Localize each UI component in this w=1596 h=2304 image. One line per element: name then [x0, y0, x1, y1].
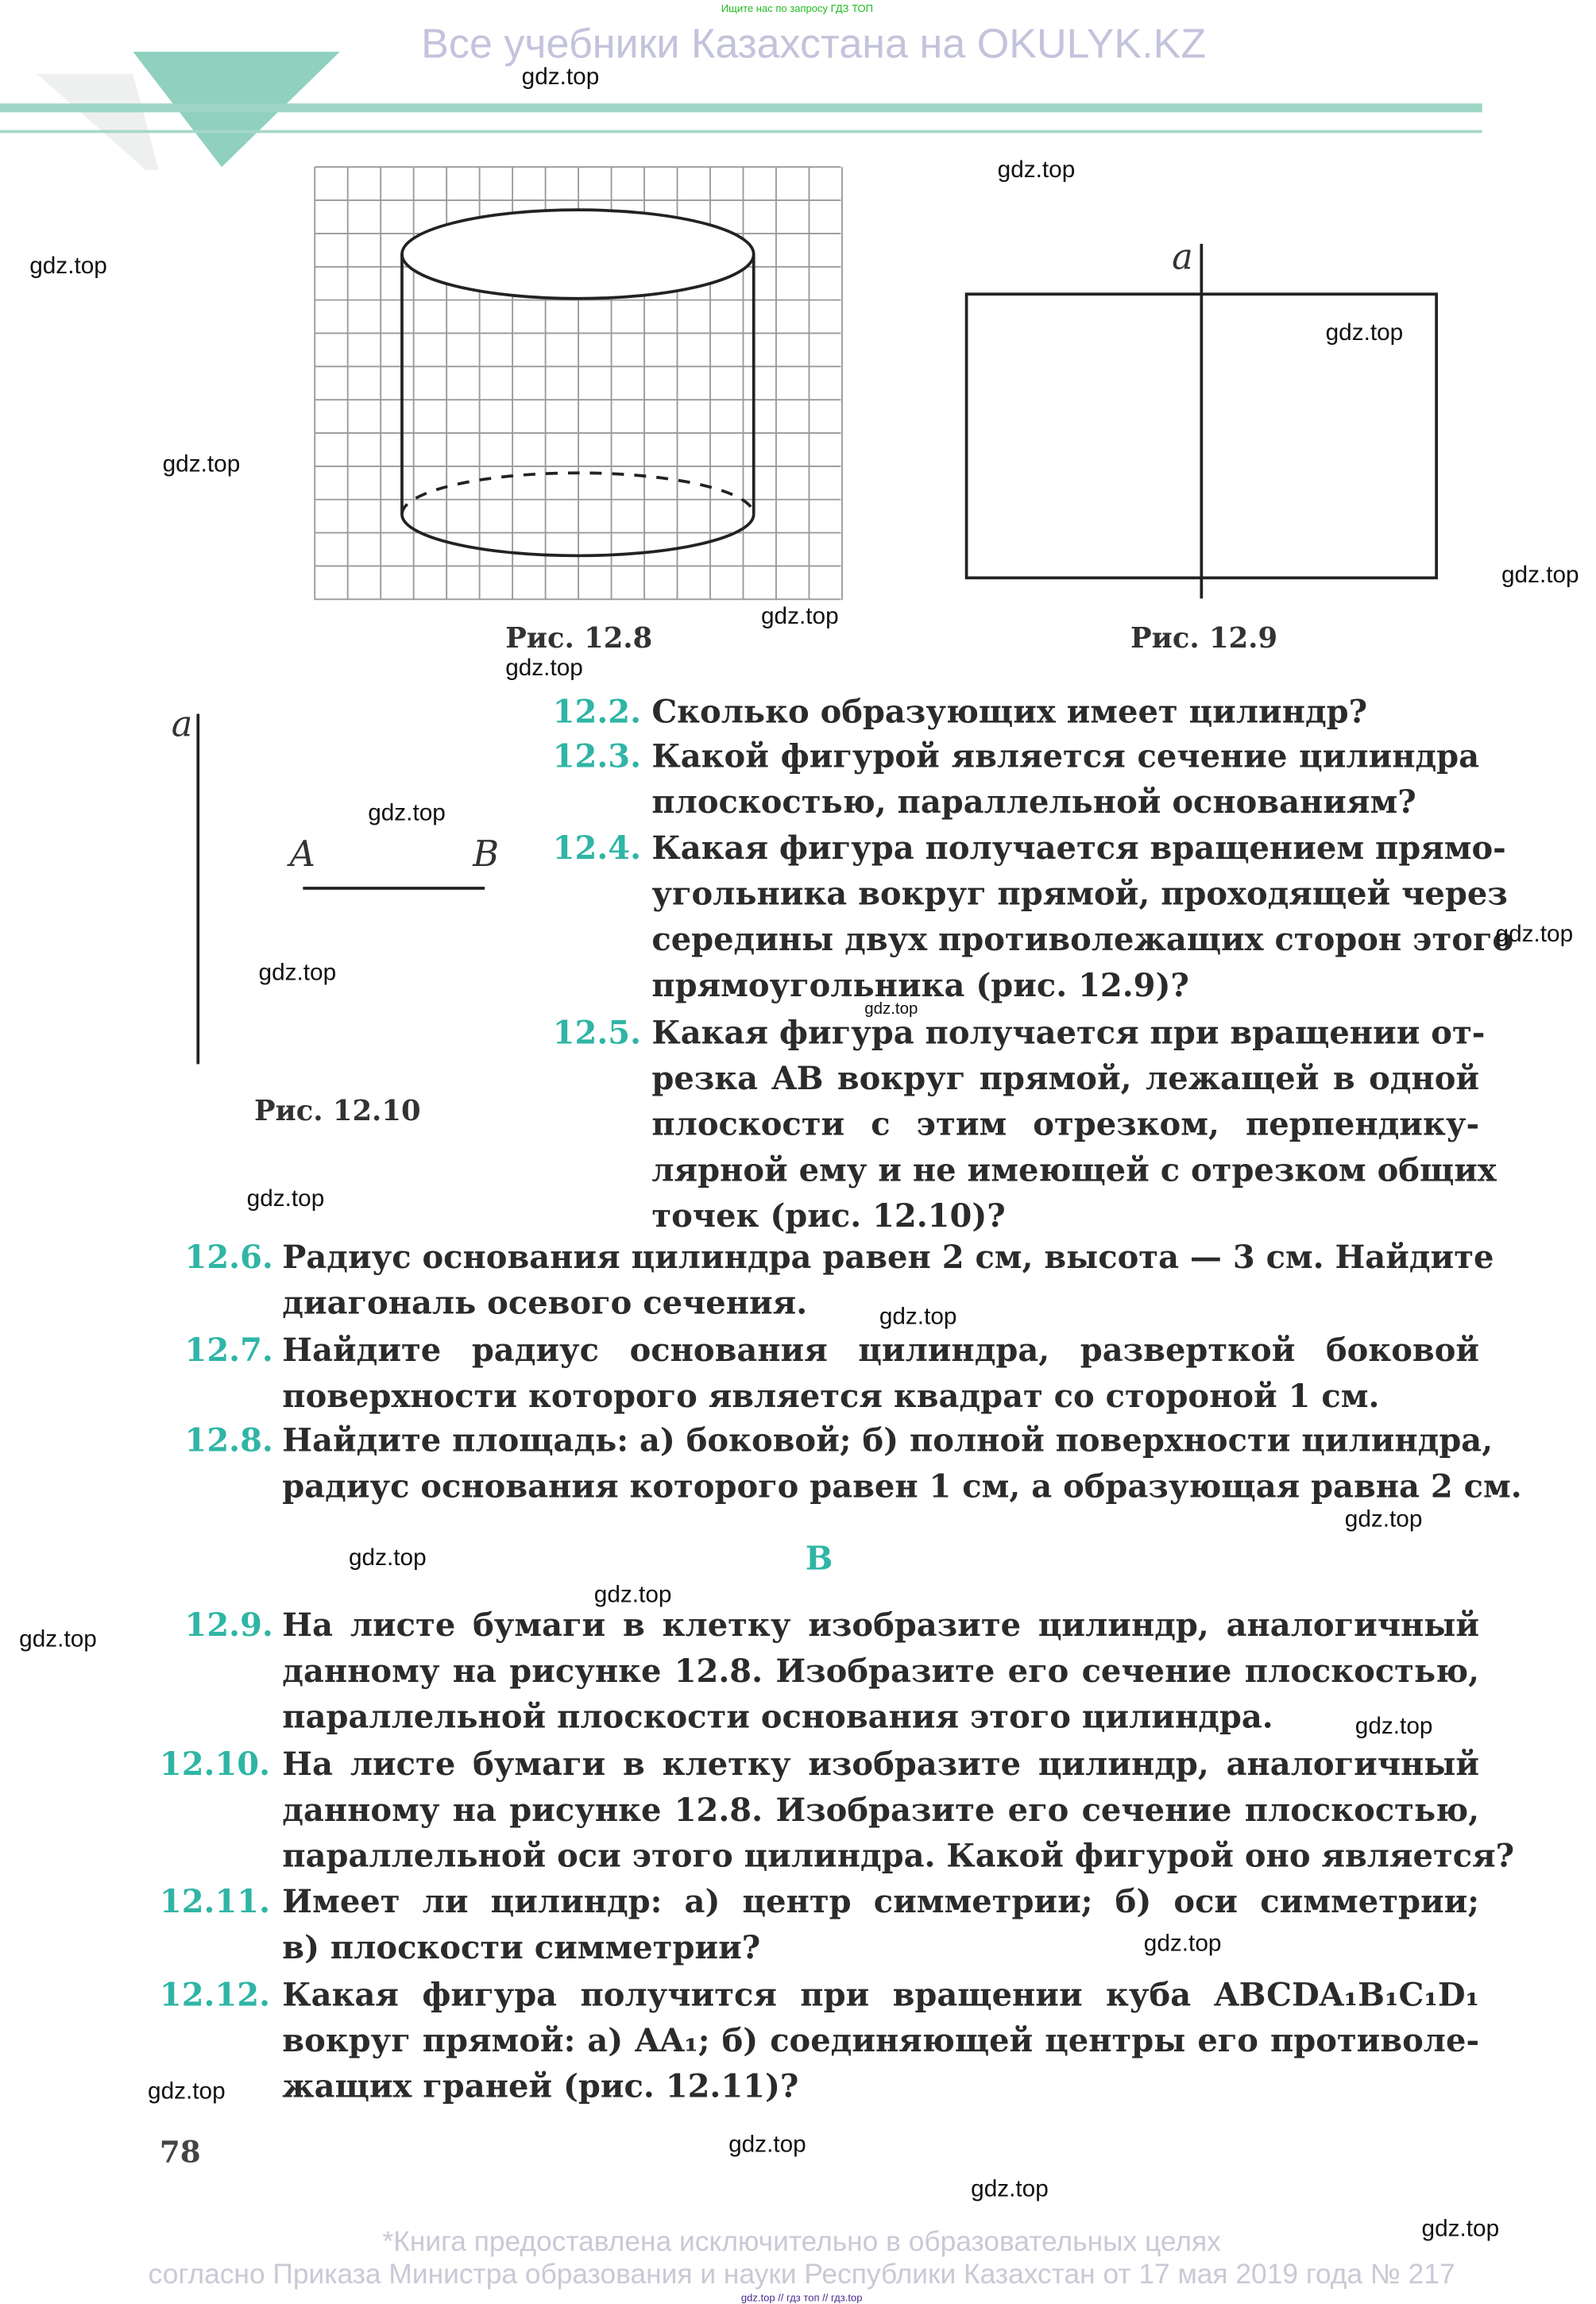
fig-12-10-point-b: B — [473, 833, 500, 876]
fig-12-10-caption: Рис. 12.10 — [253, 1095, 421, 1128]
problem-line: Сколько образующих имеет цилиндр? — [651, 694, 1368, 732]
problem-item — [553, 690, 1479, 736]
problem-line: Найдите площадь: а) боковой; б) полной поверхности цилиндра, — [282, 1423, 1494, 1460]
watermark: gdz.top — [728, 2132, 806, 2158]
fig-12-9 — [967, 244, 1437, 598]
problem-line: плоскостью, параллельной основаниям? — [651, 784, 1416, 822]
problem-line: жащих граней (рис. 12.11)? — [282, 2069, 799, 2106]
watermark: gdz.top — [593, 1583, 672, 1608]
problem-item — [160, 1880, 1479, 1971]
problem-number: 12.3. — [552, 739, 642, 776]
watermark: gdz.top — [521, 64, 600, 91]
problem-line: угольника вокруг прямой, проходящей через — [651, 876, 1508, 914]
problem-number: 12.12. — [159, 1977, 271, 2015]
watermark: gdz.top — [971, 2177, 1049, 2202]
problem-number: 12.4. — [552, 830, 642, 868]
problem-number: 12.6. — [184, 1239, 273, 1278]
watermark: gdz.top — [258, 961, 337, 986]
problem-line: данному на рисунке 12.8. Изобразите его сечение плоскостью, — [282, 1653, 1480, 1691]
problem-number: 12.9. — [184, 1607, 273, 1645]
problem-line: параллельной оси этого цилиндра. Какой фигурой оно является? — [282, 1838, 1515, 1876]
watermark: gdz.top — [246, 1186, 325, 1212]
problem-number: 12.5. — [552, 1015, 642, 1053]
watermark: gdz.top — [148, 2079, 226, 2105]
problem-item — [184, 1235, 1494, 1327]
problem-line: Какая фигура получается при вращении от- — [651, 1015, 1486, 1053]
watermark: gdz.top — [29, 253, 107, 280]
problem-item — [160, 1973, 1479, 2110]
problem-line: На листе бумаги в клетку изобразите цилиндр, аналогичный — [282, 1607, 1480, 1645]
fig-12-9-caption: Рис. 12.9 — [1130, 622, 1278, 655]
problem-line: в) плоскости симметрии? — [282, 1930, 761, 1967]
problem-item — [159, 1742, 1515, 1880]
problem-line: лярной ему и не имеющей с отрезком общих — [651, 1152, 1497, 1190]
problem-number: 12.8. — [184, 1423, 273, 1460]
watermark: gdz.top — [761, 604, 839, 630]
watermark: gdz.top — [19, 1627, 97, 1653]
watermark: gdz.top — [505, 655, 583, 682]
problem-line: На листе бумаги в клетку изобразите цилиндр, аналогичный — [282, 1746, 1480, 1784]
fig-12-9-axis-label: a — [1172, 236, 1193, 278]
page-number: 78 — [159, 2134, 201, 2170]
problem-item — [552, 826, 1514, 1010]
fig-12-10-point-a: A — [289, 833, 315, 876]
problem-number: 12.10. — [159, 1746, 271, 1784]
problem-item — [553, 735, 1479, 826]
problem-line: поверхности которого является квадрат со стороной 1 см. — [282, 1378, 1380, 1417]
problem-line: прямоугольника (рис. 12.9)? — [651, 968, 1189, 1005]
watermark: gdz.top — [162, 452, 241, 477]
fig-12-10 — [198, 713, 485, 1064]
watermark: gdz.top — [997, 158, 1076, 184]
problem-line: Какой фигурой является сечение цилиндра — [651, 739, 1480, 776]
problem-line: точек (рис. 12.10)? — [651, 1198, 1006, 1236]
site-title: Все учебники Казахстана на OKULYK.KZ — [421, 21, 1207, 67]
watermark: gdz.top — [1501, 562, 1579, 589]
watermark: gdz.top — [879, 1305, 957, 1331]
watermark: gdz.top — [1354, 1714, 1433, 1740]
footer-links[interactable]: gdz.top // гдз топ // гдз.top — [740, 2294, 863, 2304]
problem-number: 12.11. — [159, 1884, 271, 1922]
problem-line: Имеет ли цилиндр: а) центр симметрии; б) оси симметрии; — [282, 1884, 1480, 1922]
watermark: gdz.top — [864, 1000, 918, 1019]
fig-12-10-axis-label: a — [171, 703, 193, 745]
problem-number: 12.2. — [552, 694, 642, 732]
problem-line: Какая фигура получается вращением прямо- — [651, 830, 1506, 868]
watermark: gdz.top — [1344, 1507, 1423, 1533]
problem-line: резка AB вокруг прямой, лежащей в одной — [651, 1061, 1480, 1099]
watermark: gdz.top — [1421, 2217, 1500, 2242]
section-label: В — [805, 1540, 833, 1579]
watermark: gdz.top — [1143, 1931, 1222, 1957]
fig-12-8-caption: Рис. 12.8 — [505, 622, 653, 655]
problem-line: плоскости с этим отрезком, перпендику- — [651, 1107, 1480, 1144]
watermark: gdz.top — [1325, 320, 1404, 346]
problem-line: вокруг прямой: а) AA₁; б) соединяющей центры его противоле- — [282, 2023, 1480, 2061]
problem-line: диагональ осевого сечения. — [282, 1285, 808, 1323]
problem-item — [185, 1328, 1480, 1420]
search-hint: Ищите нас по запросу ГДЗ ТОП — [721, 4, 874, 15]
footer-line-2: согласно Приказа Министра образования и науки Республики Казахстан от 17 мая 2019 года № 217 — [148, 2260, 1455, 2291]
footer-line-1: *Книга предоставлена исключительно в образовательных целях — [382, 2227, 1221, 2259]
watermark: gdz.top — [349, 1545, 427, 1571]
problem-line: Какая фигура получится при вращении куба ABCDA₁B₁C₁D₁ — [282, 1977, 1480, 2015]
problem-number: 12.7. — [184, 1332, 273, 1370]
problem-line: данному на рисунке 12.8. Изобразите его сечение плоскостью, — [282, 1792, 1480, 1830]
watermark: gdz.top — [368, 801, 446, 826]
problem-item — [184, 1419, 1522, 1510]
problem-line: параллельной плоскости основания этого цилиндра. — [282, 1699, 1273, 1737]
problem-line: Найдите радиус основания цилиндра, разверткой боковой — [282, 1332, 1480, 1370]
problem-item — [185, 1603, 1480, 1741]
problem-line: радиус основания которого равен 1 см, а образующая равна 2 см. — [282, 1469, 1522, 1506]
watermark: gdz.top — [1495, 922, 1574, 948]
problem-line: Радиус основания цилиндра равен 2 см, высота — 3 см. Найдите — [282, 1239, 1494, 1278]
problem-line: середины двух противолежащих сторон этого — [651, 922, 1514, 960]
problem-item — [552, 1011, 1497, 1239]
